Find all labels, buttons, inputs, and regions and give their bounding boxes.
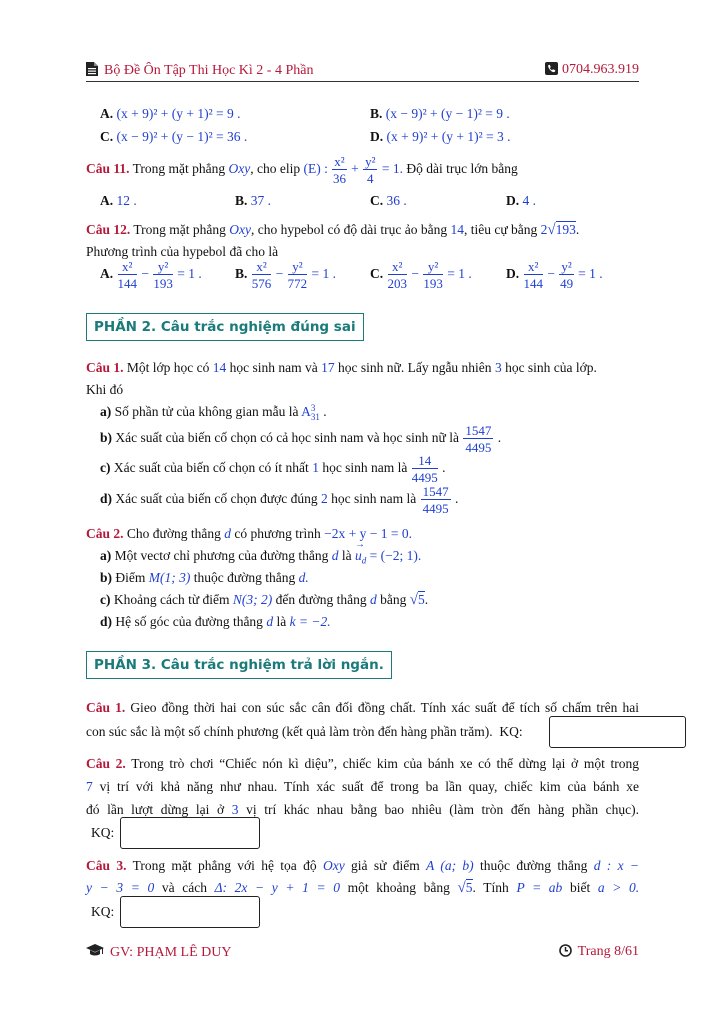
part3-question-2-line1: Câu 2. Trong trò chơi “Chiếc nón kì diệu”, chiếc kim của bánh xe có thể dừng lại ở một trong — [86, 756, 639, 771]
top-option-b[interactable]: B. (x − 9)² + (y − 1)² = 9 . — [370, 106, 510, 121]
q11-option-b[interactable]: B. 37 . — [235, 193, 272, 208]
clock-icon — [559, 944, 572, 957]
header-title: Bộ Đề Ôn Tập Thi Học Kì 2 - 4 Phần — [104, 63, 314, 78]
page-header — [86, 61, 639, 82]
fraction: $\frac{\text{x²}}{36}$ — [332, 154, 346, 186]
q11-option-c[interactable]: C. 36 . — [370, 193, 407, 208]
section-3-heading: PHẦN 3. Câu trắc nghiệm trả lời ngắn. — [86, 651, 392, 679]
header-left — [86, 62, 313, 79]
q12-option-a[interactable]: A. $\frac{\text{x²}}{144}$ − $\frac{\text{y²}}{193}$ = 1 . — [100, 259, 202, 291]
fraction: $\frac{\text{y²}}{4}$ — [365, 154, 376, 186]
top-option-d[interactable]: D. (x + 9)² + (y + 1)² = 3 . — [370, 129, 511, 144]
part2-question-2: Câu 2. Cho đường thẳng d có phương trình −2x + y − 1 = 0. — [86, 526, 413, 541]
part2-question-1: Câu 1. Một lớp học có 14 học sinh nam và 17 học sinh nữ. Lấy ngẫu nhiên 3 học sinh của lớp. — [86, 360, 597, 375]
phone-icon — [545, 62, 558, 75]
footer-teacher: GV: PHẠM LÊ DUY — [110, 945, 232, 960]
question-12: Câu 12. Trong mặt phẳng Oxy, cho hypebol có độ dài trục ảo bằng 14, tiêu cự bằng 2√193. — [86, 222, 580, 238]
part3-question-1-line1: Câu 1. Gieo đồng thời hai con súc sắc cân đối đồng chất. Tính xác suất để tích số chấm trên hai — [86, 700, 639, 715]
answer-box-q1[interactable] — [549, 716, 686, 748]
graduation-cap-icon — [86, 944, 104, 957]
p2q2-statement-d[interactable]: d) Hệ số góc của đường thẳng d là k = −2. — [100, 614, 331, 629]
answer-box-q2[interactable] — [120, 817, 260, 849]
kq-label: KQ: — [91, 825, 115, 840]
q12-option-c[interactable]: C. $\frac{\text{x²}}{203}$ − $\frac{\text{y²}}{193}$ = 1 . — [370, 259, 472, 291]
part3-question-3-line1: Câu 3. Trong mặt phẳng với hệ tọa độ Oxy giả sử điểm A (a; b) thuộc đường thẳng d : x − — [86, 858, 640, 873]
p2q1-statement-a[interactable]: a) Số phần tử của không gian mẫu là A 3 31 . — [100, 403, 327, 422]
question-12-line2: Phương trình của hypebol đã cho là — [86, 244, 279, 259]
q11-option-a[interactable]: A. 12 . — [100, 193, 137, 208]
footer-right — [559, 944, 639, 960]
question-11: Câu 11. Trong mặt phẳng Oxy, cho elip (E) : $\frac{\text{x²}}{36}$ + $\frac{\text{y²}}{4}$ = 1. Độ dài trục lớn bằng — [86, 154, 518, 186]
p2q2-statement-c[interactable]: c) Khoảng cách từ điểm N(3; 2) đến đường thẳng d bằng √5. — [100, 592, 429, 608]
header-phone: 0704.963.919 — [562, 62, 639, 77]
kq-label: KQ: — [499, 724, 523, 739]
p2q1-statement-b[interactable]: b) Xác suất của biến cố chọn có cả học sinh nam và học sinh nữ là $\frac{1547}{4495}$ . — [100, 423, 502, 455]
top-option-c[interactable]: C. (x − 9)² + (y − 1)² = 36 . — [100, 129, 248, 144]
kq-label: KQ: — [91, 904, 115, 919]
part3-question-2-line2: 7 vị trí với khả năng như nhau. Tính xác suất để trong ba lần quay, chiếc kim của bánh xe — [86, 779, 639, 794]
part3-question-3-line2: y − 3 = 0 và cách Δ: 2x − y + 1 = 0 một khoảng bằng √5. Tính P = ab biết a > 0. — [86, 880, 640, 896]
p2q2-statement-a[interactable]: a) Một vectơ chỉ phương của đường thẳng d là → $u_d = (-2$; 1). — [100, 539, 422, 566]
part3-question-1-line2: con súc sắc là một số chính phương (kết quả làm tròn đến hàng phần trăm). KQ: — [86, 724, 523, 739]
p2q1-statement-d[interactable]: d) Xác suất của biến cố chọn được đúng 2 học sinh nam là $\frac{1547}{4495}$ . — [100, 484, 459, 516]
p2q1-statement-c[interactable]: c) Xác suất của biến cố chọn có ít nhất 1 học sinh nam là $\frac{14}{4495}$ . — [100, 453, 446, 485]
p2q2-statement-b[interactable]: b) Điểm M(1; 3) thuộc đường thẳng d. — [100, 570, 309, 585]
header-right — [545, 62, 639, 78]
footer-left — [86, 944, 231, 961]
q11-option-d[interactable]: D. 4 . — [506, 193, 536, 208]
top-option-a[interactable]: A. (x + 9)² + (y + 1)² = 9 . — [100, 106, 241, 121]
footer-page: Trang 8/61 — [577, 944, 639, 959]
document-icon — [86, 62, 98, 76]
part2-question-1-line2: Khi đó — [86, 382, 124, 397]
q12-option-b[interactable]: B. $\frac{\text{x²}}{576}$ − $\frac{\text{y²}}{772}$ = 1 . — [235, 259, 337, 291]
part3-question-2-line3: đó lần lượt dừng lại ở 3 vị trí khác nhau bằng bao nhiêu (làm tròn đến hàng phần chục). — [86, 802, 640, 817]
q12-option-d[interactable]: D. $\frac{\text{x²}}{144}$ − $\frac{\text{y²}}{49}$ = 1 . — [506, 259, 603, 291]
section-2-heading: PHẦN 2. Câu trắc nghiệm đúng sai — [86, 313, 364, 341]
answer-box-q3[interactable] — [120, 896, 260, 928]
